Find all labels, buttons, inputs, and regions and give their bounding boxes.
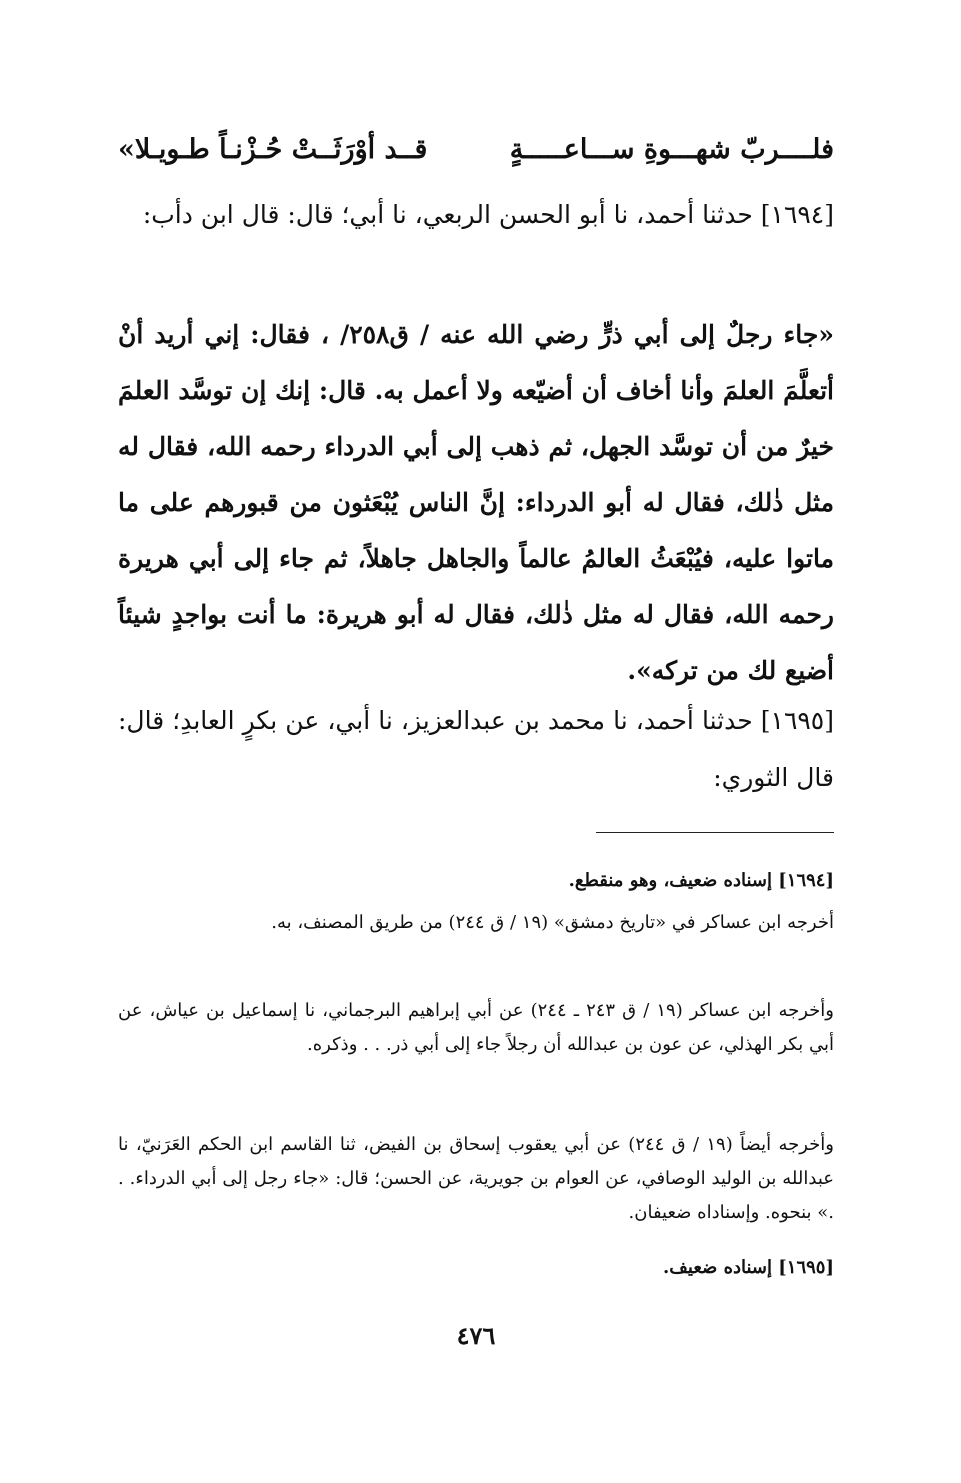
verse-second-hemistich: قــد أوْرَثَــتْ حُـزْنـاً طـويـلا» <box>118 134 428 165</box>
footnote-divider <box>596 832 834 833</box>
verse-first-hemistich: فلــــربّ شهـــوةِ ســـاعـــــةٍ <box>509 134 834 165</box>
report-1694-matn: «جاء رجلٌ إلى أبي ذرٍّ رضي الله عنه / ق٢٥٨/ ، فقال: إني أريد أنْ أتعلَّمَ العلمَ وأنا أخاف أن أضيّعه ولا أعمل به. قال: إنك إن توسَّد العلمَ خيرٌ من أن توسَّد الجهل، ثم ذهب إلى أبي الدرداء رحمه الله، فقال له مثل ذٰلك، فقال له أبو الدرداء: إنَّ الناس يُبْعَثون من قبورهم على ما ماتوا عليه، فيُبْعَثُ العالمُ عالماً والجاهل جاهلاً، ثم جاء إلى أبي هريرة رحمه الله، فقال له مثل ذٰلك، فقال له أبو هريرة: ما أنت بواجدٍ شيئاً أضيع لك من تركه». <box>118 320 834 685</box>
footnote-1694-source: أخرجه ابن عساكر في «تاريخ دمشق» (١٩ / ق ٢٤٤) من طريق المصنف، به. <box>271 912 834 933</box>
poetry-verse <box>118 128 834 172</box>
footnote-1694-third-route: وأخرجه أيضاً (١٩ / ق ٢٤٤) عن أبي يعقوب إسحاق بن الفيض، ثنا القاسم ابن الحكم العَرَنيّ، نا عبدالله بن الوليد الوصافي، عن العوام بن جويرية، عن الحسن؛ قال: «جاء رجل إلى أبي الدرداء. . .» بنحوه. وإسناداه ضعيفان. <box>118 1134 834 1223</box>
page-number: ٤٧٦ <box>456 1321 496 1350</box>
footnote-1694-grade: [١٦٩٤] إسناده ضعيف، وهو منقطع. <box>568 870 834 891</box>
report-1695-isnad: [١٦٩٥] حدثنا أحمد، نا محمد بن عبدالعزيز، نا أبي، عن بكرٍ العابدِ؛ قال: قال الثوري: <box>118 706 834 792</box>
book-page <box>118 0 834 1483</box>
footnote-1695-grade: [١٦٩٥] إسناده ضعيف. <box>663 1257 834 1278</box>
report-1694-isnad: [١٦٩٤] حدثنا أحمد، نا أبو الحسن الربعي، نا أبي؛ قال: قال ابن دأب: <box>142 200 834 229</box>
footnote-1694-second-route: وأخرجه ابن عساكر (١٩ / ق ٢٤٣ ـ ٢٤٤) عن أبي إبراهيم البرجماني، نا إسماعيل بن عياش، عن أبي بكر الهذلي، عن عون بن عبدالله أن رجلاً جاء إلى أبي ذر. . . وذكره. <box>118 1000 834 1055</box>
